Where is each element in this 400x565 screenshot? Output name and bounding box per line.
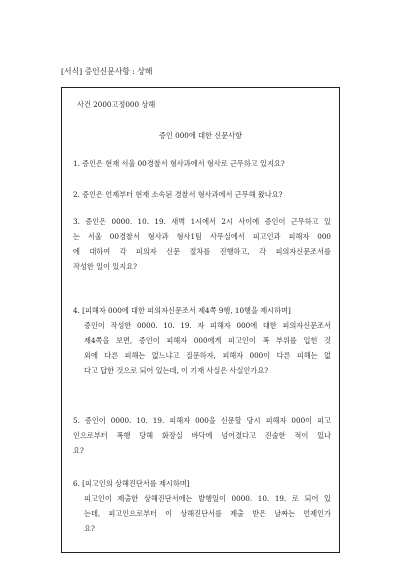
question-line: 다고 답한 것으로 되어 있는데, 이 기재 사실은 사실인가요? [84,366,269,375]
question-2 [73,187,331,202]
question-line: 증인이 작성한 0000. 10. 19. 자 피해자 000에 대한 피의자신문조서 [84,321,331,330]
case-number: 사건 2000고정000 상해 [77,100,156,109]
question-line: 는 서울 00경찰서 형사과 형사1팀 사무실에서 피고인과 피해자 000 [73,232,331,241]
question-line: 4. [피해자 000에 대한 피의자신문조서 제4쪽 9행, 10행을 제시하며] [73,306,291,315]
question-5 [73,413,331,458]
question-line: 요? [73,446,84,455]
question-1 [73,156,331,171]
question-3 [73,214,331,274]
question-line: 5. 증인이 0000. 10. 19. 피해자 000을 신문할 당시 피해자 000이 피고 [73,416,331,425]
document-header: [서식] 증인신문사항 : 상해 [61,67,153,76]
question-line: 3. 증인은 0000. 10. 19. 새벽 1시에서 2시 사이에 증인이 근무하고 있 [73,217,331,226]
question-line: 피고인이 제출한 상해진단서에는 발행일이 0000. 10. 19. 로 되어 있 [84,494,331,503]
question-6 [73,476,331,536]
question-line: 인으로부터 폭행 당해 화장실 바닥에 넘어졌다고 진술한 적이 있나 [73,431,331,440]
question-line: 제4쪽을 보면, 증인이 피해자 000에게 피고인이 폭 부위를 입힌 것 [84,336,331,345]
questions-box [61,87,340,553]
question-line: 2. 증인은 언제부터 현재 소속된 경찰서 형사과에서 근무해 왔나요? [73,190,283,199]
question-line: 외에 다른 피해는 없느냐고 질문하자, 피해자 000이 다른 피해는 없 [84,351,331,360]
question-line: 에 대하여 각 피의자 신문 절차를 진행하고, 각 피의자신문조서를 [73,247,331,256]
question-line: 6. [피고인의 상해진단서를 제시하며] [73,479,190,488]
question-line: 요? [84,524,95,533]
question-line: 1. 증인은 현재 서울 00경찰서 형사과에서 형사로 근무하고 있지요? [73,159,285,168]
questions-heading: 증인 000에 대한 신문사항 [158,131,243,140]
question-line: 는데, 피고인으로부터 이 상해진단서를 제출 받은 날짜는 언제인가 [84,509,331,518]
question-line: 작성한 일이 있지요? [73,262,137,271]
question-4 [73,303,331,378]
